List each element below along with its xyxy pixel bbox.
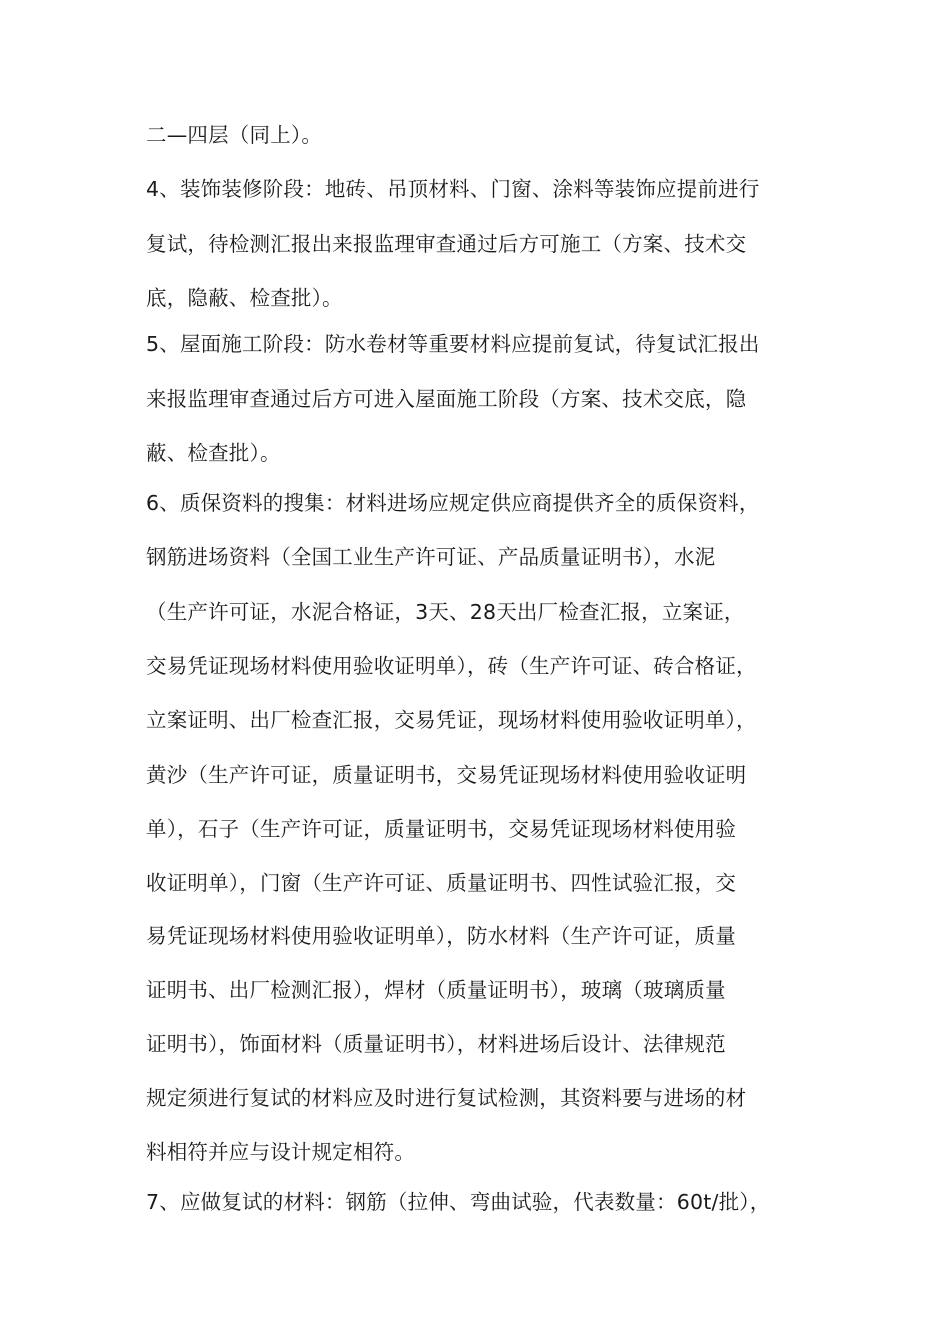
- text-line-3: 复试，待检测汇报出来报监理审查通过后方可施工（方案、技术交: [146, 232, 747, 256]
- text-line-4: 底，隐蔽、检查批）。: [146, 286, 343, 310]
- text-line-19: 规定须进行复试的材料应及时进行复试检测，其资料要与进场的材: [146, 1086, 747, 1110]
- text-line-7: 蔽、检查批）。: [146, 441, 281, 465]
- text-line-12: 立案证明、出厂检查汇报，交易凭证，现场材料使用验收证明单），: [146, 708, 757, 732]
- text-line-6: 来报监理审查通过后方可进入屋面施工阶段（方案、技术交底，隐: [146, 387, 747, 411]
- text-line-13: 黄沙（生产许可证，质量证明书，交易凭证现场材料使用验收证明: [146, 763, 747, 787]
- text-line-1: 二—四层（同上）。: [146, 123, 323, 147]
- text-line-15: 收证明单），门窗（生产许可证、质量证明书、四性试验汇报，交: [146, 871, 737, 895]
- text-line-5: 5、屋面施工阶段：防水卷材等重要材料应提前复试，待复试汇报出: [146, 332, 760, 356]
- text-line-17: 证明书、出厂检测汇报），焊材（质量证明书），玻璃（玻璃质量: [146, 978, 726, 1002]
- text-line-18: 证明书），饰面材料（质量证明书），材料进场后设计、法律规范: [146, 1032, 726, 1056]
- text-line-21: 7、应做复试的材料：钢筋（拉伸、弯曲试验，代表数量：60t/批），: [146, 1190, 771, 1214]
- text-line-2: 4、装饰装修阶段：地砖、吊顶材料、门窗、涂料等装饰应提前进行: [146, 177, 760, 201]
- text-line-10: （生产许可证，水泥合格证，3天、28天出厂检查汇报，立案证，: [146, 600, 745, 624]
- text-line-11: 交易凭证现场材料使用验收证明单），砖（生产许可证、砖合格证，: [146, 654, 757, 678]
- text-line-20: 料相符并应与设计规定相符。: [146, 1140, 416, 1164]
- text-line-9: 钢筋进场资料（全国工业生产许可证、产品质量证明书），水泥: [146, 545, 716, 569]
- text-line-8: 6、质保资料的搜集：材料进场应规定供应商提供齐全的质保资料，: [146, 491, 760, 515]
- text-line-14: 单），石子（生产许可证，质量证明书，交易凭证现场材料使用验: [146, 817, 737, 841]
- text-line-16: 易凭证现场材料使用验收证明单），防水材料（生产许可证，质量: [146, 924, 737, 948]
